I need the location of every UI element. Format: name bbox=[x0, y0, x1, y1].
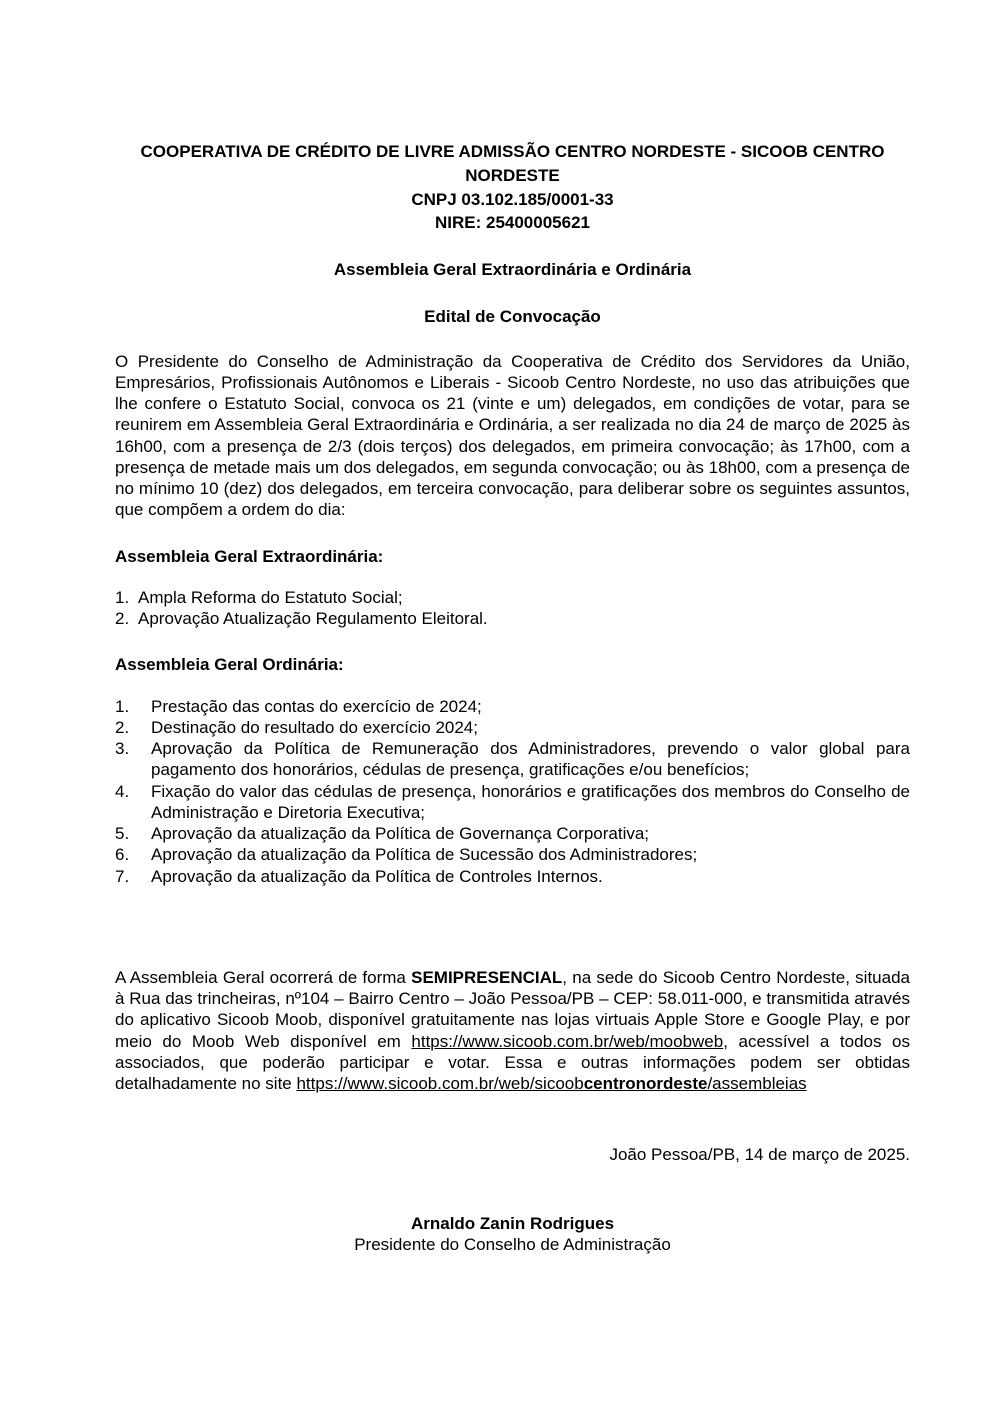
agenda-item-text: Aprovação da Política de Remuneração dos Administradores, prevendo o valor global para pagamento dos honorários, cédulas de presença, gratificações e/ou benefícios; bbox=[151, 739, 910, 780]
ago-agenda-list bbox=[115, 696, 910, 887]
assembleias-link-prefix: https://www.sicoob.com.br/web/sicoob bbox=[296, 1074, 584, 1094]
agenda-item-number: 7. bbox=[115, 866, 130, 886]
assembly-title: Assembleia Geral Extraordinária e Ordinária bbox=[333, 260, 692, 280]
agenda-item bbox=[115, 781, 910, 824]
assembleias-link-suffix: /assembleias bbox=[707, 1074, 807, 1094]
date-line: João Pessoa/PB, 14 de março de 2025. bbox=[609, 1145, 910, 1165]
agenda-item-number: 6. bbox=[115, 845, 130, 865]
agenda-item bbox=[115, 738, 910, 781]
moobweb-link[interactable]: https://www.sicoob.com.br/web/moobweb bbox=[411, 1031, 724, 1051]
closing-text: A Assembleia Geral ocorrerá de forma bbox=[115, 967, 412, 987]
intro-paragraph: O Presidente do Conselho de Administração da Cooperativa de Crédito dos Servidores da União, Empresários, Profissionais Autônomos e Liberais - Sicoob Centro Nordeste, no uso das atribuições que lhe confere o Estatuto Social, convoca os 21 (vinte e um) delegados, em condições de votar, para se reunirem em Assembleia Geral Extraordinária e Ordinária, a ser realizada no dia 24 de março de 2025 às 16h00, com a presença de 2/3 (dois terços) dos delegados, em primeira convocação; às 17h00, com a presença de metade mais um dos delegados, em segunda convocação; ou às 18h00, com a presença de no mínimo 10 (dez) dos delegados, em terceira convocação, para deliberar sobre os seguintes assuntos, que compõem a ordem do dia: bbox=[115, 351, 910, 520]
agenda-item-text: Aprovação da atualização da Política de Controles Internos. bbox=[151, 866, 603, 886]
agenda-item-text: Fixação do valor das cédulas de presença, honorários e gratificações dos membros do Conselho de Administração e Diretoria Executiva; bbox=[151, 781, 910, 822]
ago-section-heading: Assembleia Geral Ordinária: bbox=[115, 655, 344, 675]
age-agenda-list bbox=[115, 587, 910, 630]
agenda-item-number: 5. bbox=[115, 824, 130, 844]
closing-text: , acessível a todos os associados, que poderão participar e votar. Essa e outras informações podem ser obtidas detalhadamente no site bbox=[115, 1031, 911, 1094]
agenda-item bbox=[115, 717, 910, 738]
org-name: COOPERATIVA DE CRÉDITO DE LIVRE ADMISSÃO CENTRO NORDESTE - SICOOB CENTRO NORDESTE bbox=[140, 142, 885, 185]
agenda-item bbox=[115, 696, 910, 717]
semipresencial-emphasis: SEMIPRESENCIAL bbox=[411, 967, 563, 987]
agenda-item bbox=[115, 823, 910, 844]
assembleias-link-bold: centronordeste bbox=[583, 1074, 708, 1094]
signature-role: Presidente do Conselho de Administração bbox=[354, 1234, 671, 1254]
agenda-item-text: Destinação do resultado do exercício 2024; bbox=[151, 717, 478, 737]
agenda-item bbox=[115, 866, 910, 887]
agenda-item-text: Aprovação Atualização Regulamento Eleitoral. bbox=[138, 609, 488, 629]
agenda-item bbox=[115, 587, 910, 608]
agenda-item-number: 2. bbox=[115, 717, 130, 737]
agenda-item-number: 3. bbox=[115, 739, 130, 759]
agenda-item-number: 1. bbox=[115, 696, 130, 716]
nire-line: NIRE: 25400005621 bbox=[434, 213, 590, 233]
agenda-item-text: Aprovação da atualização da Política de Sucessão dos Administradores; bbox=[151, 845, 698, 865]
agenda-item-number: 1. bbox=[115, 587, 130, 607]
agenda-item-number: 2. bbox=[115, 609, 130, 629]
agenda-item bbox=[115, 608, 910, 629]
assembleias-link[interactable] bbox=[296, 1074, 806, 1093]
agenda-item bbox=[115, 844, 910, 865]
agenda-item-text: Ampla Reforma do Estatuto Social; bbox=[138, 587, 403, 607]
agenda-item-number: 4. bbox=[115, 781, 130, 801]
closing-text: , na sede do Sicoob Centro Nordeste, situada à Rua das trincheiras, nº104 – Bairro Centro – João Pessoa/PB – CEP: 58.011-000, e transmitida através do aplicativo Sicoob Moob, disponível gratuitamente nas lojas virtuais Apple Store e Google Play, e por meio do Moob Web disponível em bbox=[115, 967, 910, 1051]
agenda-item-text: Prestação das contas do exercício de 2024; bbox=[151, 696, 482, 716]
signature-name: Arnaldo Zanin Rodrigues bbox=[410, 1213, 615, 1233]
closing-paragraph bbox=[115, 967, 910, 1095]
doc-title: Edital de Convocação bbox=[424, 307, 601, 327]
agenda-item-text: Aprovação da atualização da Política de Governança Corporativa; bbox=[151, 824, 650, 844]
cnpj-line: CNPJ 03.102.185/0001-33 bbox=[411, 189, 614, 209]
age-section-heading: Assembleia Geral Extraordinária: bbox=[115, 546, 384, 566]
